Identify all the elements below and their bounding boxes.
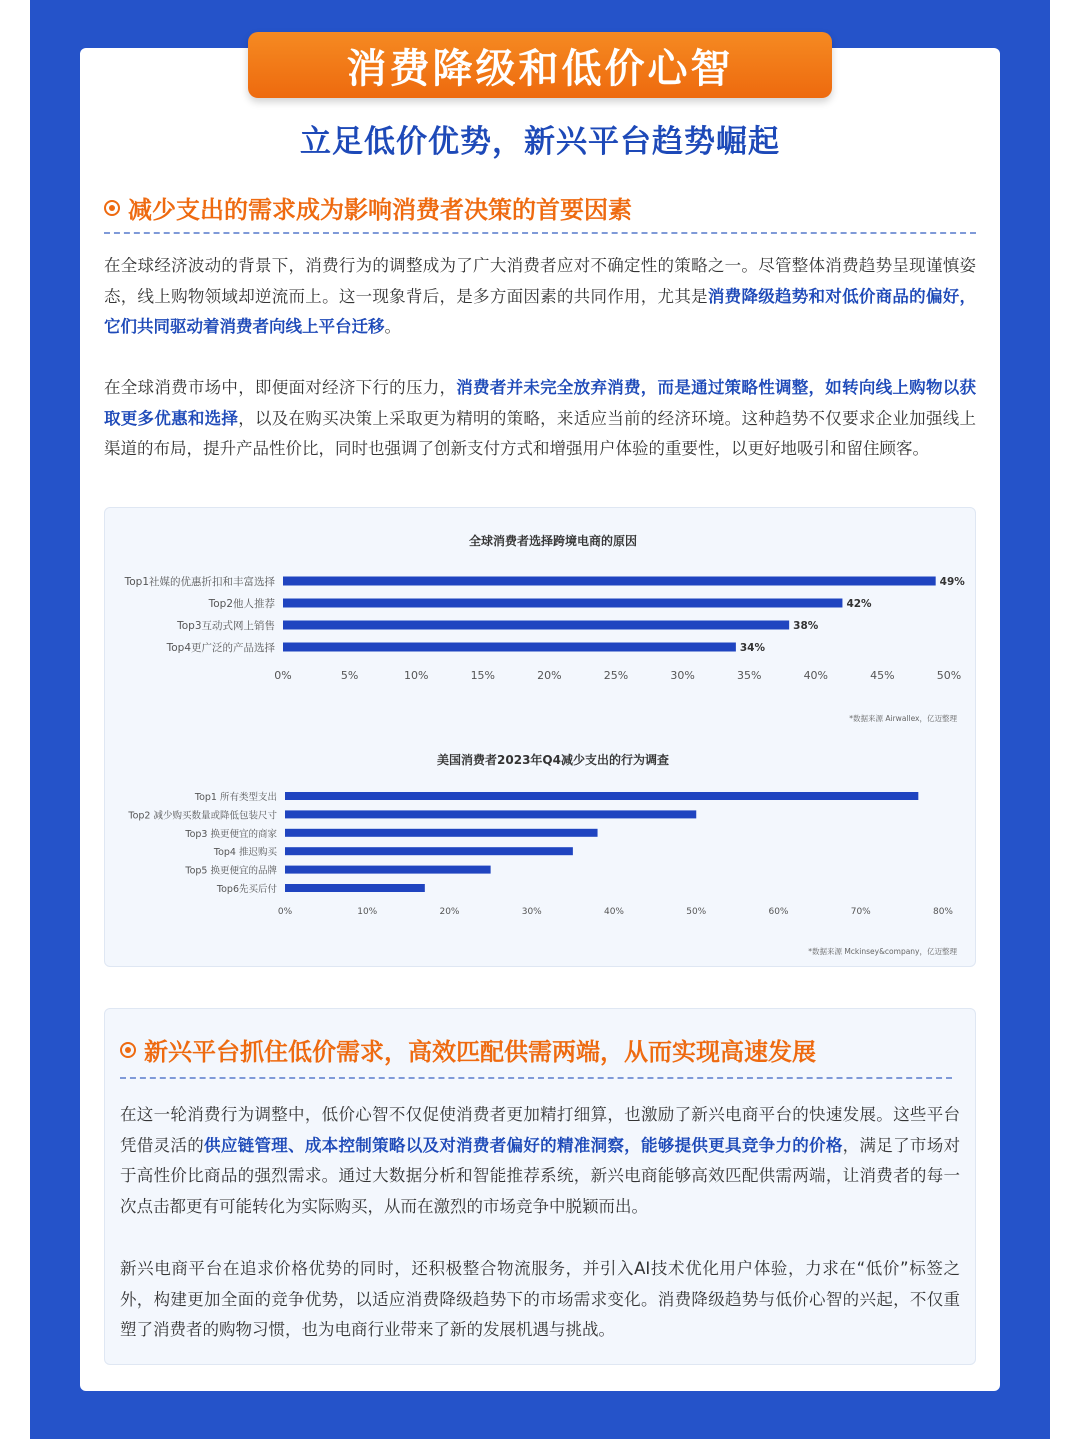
source-note: *数据来源 Mckinsey&company，亿迈整理 [808,947,957,956]
highlight-text: 消费降级趋势和对低价商品的偏好，它们共同驱动着消费者向线上平台迁移 [104,286,977,336]
bar [283,643,736,652]
x-tick-label: 5% [340,669,359,682]
category-label: Top6先买后付 [216,884,277,895]
category-label: Top2 减少购买数量或降低包装尺寸 [128,810,277,822]
category-label: Top5 换更便宜的品牌 [185,865,277,877]
category-label: Top1 所有类型支出 [194,792,277,803]
x-tick-label: 50% [936,669,962,682]
highlight-text: 消费者并未完全放弃消费，而是通过策略性调整，如转向线上购物以获取更多优惠和选择 [104,378,977,428]
value-label: 49% [939,576,965,588]
x-tick-label: 10% [403,669,429,682]
x-tick-label: 20% [439,907,460,917]
section2-heading [120,1032,816,1067]
category-label: Top4更广泛的产品选择 [166,642,275,654]
body-text: 在全球消费市场中，即便面对经济下行的压力， [104,378,457,397]
bar [285,866,491,874]
chart-title: 全球消费者选择跨境电商的原因 [468,534,638,548]
value-label: 38% [793,620,819,632]
category-label: Top2他人推荐 [208,598,275,610]
x-tick-label: 80% [932,907,954,917]
bar [283,599,842,608]
section1-heading [104,190,632,225]
chart-title: 美国消费者2023年Q4减少支出的行为调查 [437,753,669,767]
section1-paragraph-2 [104,373,976,465]
x-tick-label: 45% [870,669,895,682]
charts-svg [105,508,977,968]
value-label: 34% [739,642,766,654]
x-tick-label: 0% [277,907,293,917]
x-tick-label: 10% [357,907,378,917]
x-tick-label: 40% [603,907,625,917]
x-tick-label: 50% [686,907,707,917]
title-banner [248,32,832,98]
x-tick-label: 15% [470,669,496,682]
body-text: 新兴电商平台在追求价格优势的同时，还积极整合物流服务，并引入AI技术优化用户体验，力求在“低价”标签之外，构建更加全面的竞争优势，以适应消费降级趋势下的市场需求变化。消费降级趋势与低价心智的兴起，不仅重塑了消费者的购物习惯，也为电商行业带来了新的发展机遇与挑战。 [120,1259,960,1339]
section1-paragraph-1 [104,251,976,343]
section2-paragraph-2 [120,1254,960,1346]
section1-divider [104,232,976,234]
body-text: ，以及在购买决策上采取更为精明的策略，来适应当前的经济环境。这种趋势不仅要求企业加强线上渠道的布局，提升产品性价比，同时也强调了创新支付方式和增强用户体验的重要性，以更好地吸引和留住顾客。 [104,408,977,458]
section2-paragraph-1 [120,1100,960,1222]
banner-title: 消费降级和低价心智 [346,45,734,92]
x-tick-label: 0% [274,669,292,682]
bar [285,884,425,892]
x-tick-label: 30% [521,907,542,917]
category-label: Top1社媒的优惠折扣和丰富选择 [124,576,275,588]
value-label: 42% [846,598,872,610]
category-label: Top3 换更便宜的商家 [185,828,277,840]
bar [285,847,573,855]
body-text: 。 [384,317,401,336]
section2-heading-text: 新兴平台抓住低价需求，高效匹配供需两端，从而实现高速发展 [144,1038,816,1066]
x-tick-label: 20% [537,669,562,682]
x-tick-label: 70% [850,907,871,917]
section2-divider [120,1077,952,1079]
x-tick-label: 25% [603,669,629,682]
bar [285,829,598,837]
chart-panel [104,507,976,967]
x-tick-label: 40% [803,669,829,682]
body-text: ，满足了市场对于高性价比商品的强烈需求。通过大数据分析和智能推荐系统，新兴电商能够高效匹配供需两端，让消费者的每一次点击都更有可能转化为实际购买，从而在激烈的市场竞争中脱颖而出。 [120,1135,961,1216]
category-label: Top4 推迟购买 [213,847,277,859]
body-text: 在这一轮消费行为调整中，低价心智不仅促使消费者更加精打细算，也激励了新兴电商平台的快速发展。这些平台凭借灵活的 [120,1105,960,1155]
bar [285,810,696,818]
bar [285,792,918,800]
target-bullet-icon [120,1042,136,1058]
section1-heading-text: 减少支出的需求成为影响消费者决策的首要因素 [128,196,632,224]
target-bullet-icon [104,200,120,216]
highlight-text: 供应链管理、成本控制策略以及对消费者偏好的精准洞察，能够提供更具竞争力的价格 [204,1135,843,1155]
body-text: 在全球经济波动的背景下，消费行为的调整成为了广大消费者应对不确定性的策略之一。尽管整体消费趋势呈现谨慎姿态，线上购物领域却逆流而上。这一现象背后，是多方面因素的共同作用，尤其是 [104,256,976,306]
category-label: Top3互动式网上销售 [177,620,275,632]
bar [283,577,936,586]
source-note: *数据来源 Airwallex，亿迈整理 [849,714,957,723]
x-tick-label: 60% [768,907,789,917]
bar [283,621,789,630]
x-tick-label: 30% [670,669,695,682]
x-tick-label: 35% [736,669,762,682]
page-subtitle: 立足低价优势，新兴平台趋势崛起 [300,124,780,160]
